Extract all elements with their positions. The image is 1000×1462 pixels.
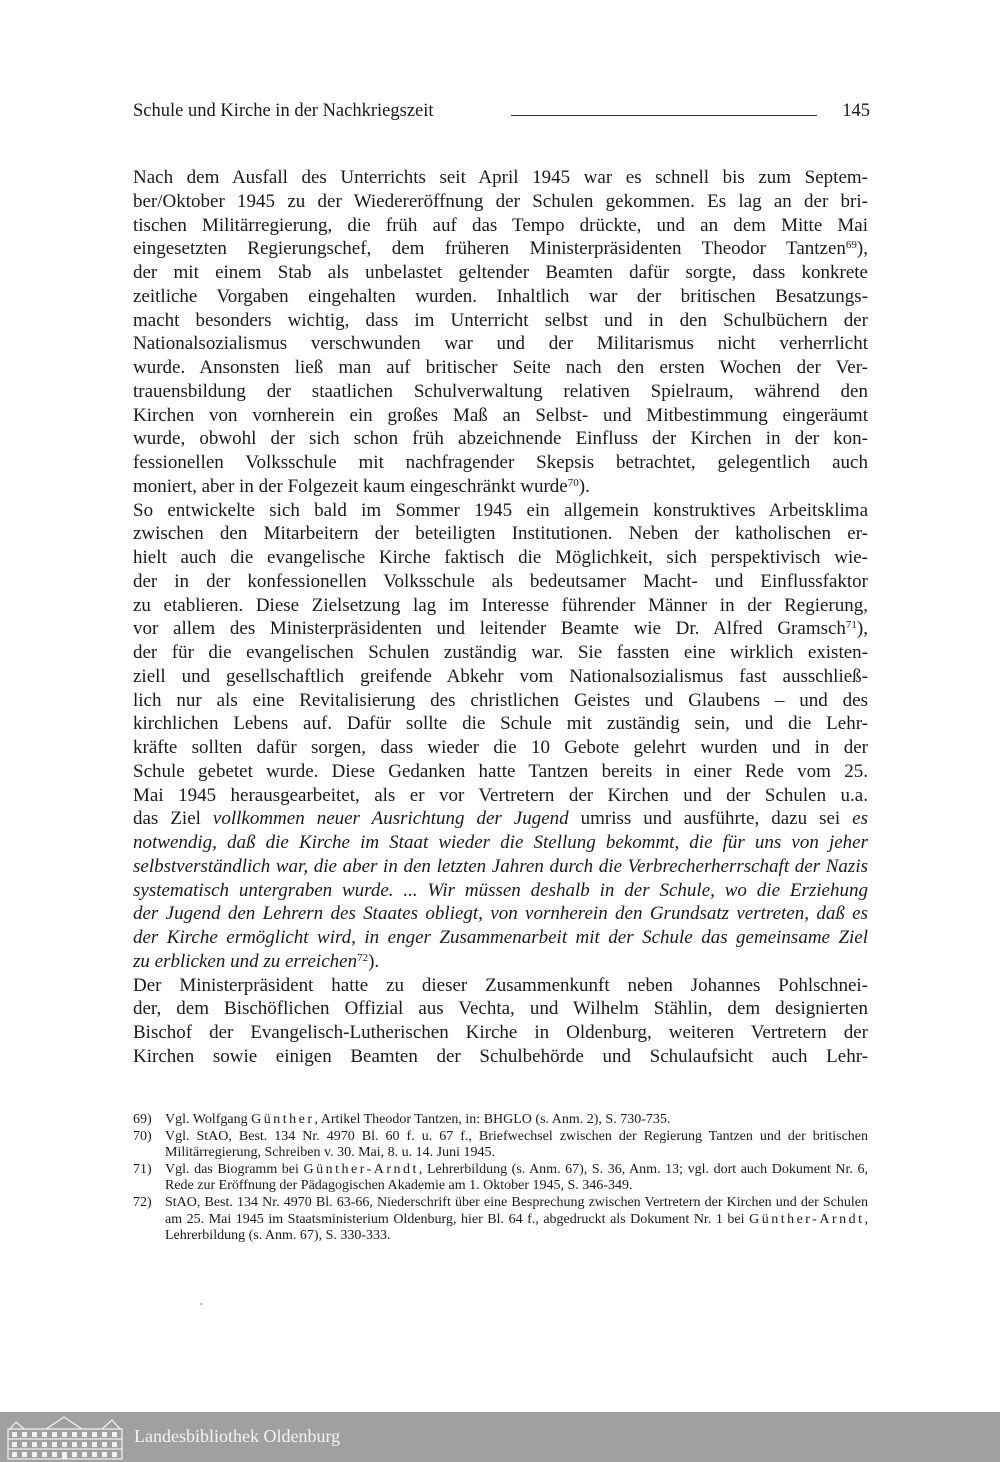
text-line bbox=[133, 309, 868, 333]
text-line bbox=[133, 214, 868, 238]
text-segment: ber/Oktober 1945 zu der Wiedereröffnung der Schulen gekommen. Es lag an der bri- bbox=[133, 190, 868, 212]
text-segment: ), bbox=[856, 238, 868, 260]
text-line bbox=[133, 594, 868, 618]
text-line bbox=[133, 190, 868, 214]
text-line bbox=[133, 855, 868, 879]
text-segment: Bischof der Evangelisch-Lutherischen Kirche in Oldenburg, weiteren Vertretern der bbox=[133, 1022, 868, 1043]
footnote-ref: 70 bbox=[567, 476, 579, 489]
text-line bbox=[133, 427, 868, 451]
text-line bbox=[133, 950, 868, 974]
text-segment: zu etablieren. Diese Zielsetzung lag im Interesse führender Männer in der Regierung, bbox=[133, 594, 868, 616]
text-line bbox=[133, 451, 868, 475]
footnote-number: 70) bbox=[133, 1128, 152, 1144]
text-segment: wurde, obwohl der sich schon früh abzeichnende Einfluss der Kirchen in der kon- bbox=[133, 428, 868, 450]
text-line bbox=[133, 237, 868, 261]
text-line bbox=[133, 380, 868, 404]
text-segment: Vgl. das Biogramm bei bbox=[165, 1161, 304, 1177]
text-segment: hielt auch die evangelische Kirche faktisch die Möglichkeit, sich perspektivisch wie- bbox=[133, 547, 868, 568]
text-line bbox=[133, 997, 868, 1021]
text-segment: Kirchen sowie einigen Beamten der Schulbehörde und Schulaufsicht auch Lehr- bbox=[133, 1045, 868, 1067]
text-line bbox=[133, 285, 868, 309]
text-segment: Kirchen von vornherein ein großes Maß an Selbst- und Mitbestimmung eingeräumt bbox=[133, 404, 868, 426]
text-segment: ). bbox=[578, 475, 590, 497]
text-segment: , Artikel Theodor Tantzen, in: BHGLO (s. Anm. 2), S. 730-735. bbox=[314, 1112, 671, 1127]
text-segment: macht besonders wichtig, dass im Unterricht selbst und in den Schulbüchern der bbox=[133, 309, 868, 331]
text-line bbox=[133, 570, 868, 594]
quote-text: zu erblicken und zu erreichen bbox=[133, 950, 358, 972]
text-segment: lich nur als eine Revitalisierung des christlichen Geistes und Glaubens – und des bbox=[133, 689, 868, 711]
text-segment: , Lehrerbildung (s. Anm. 67), S. 36, Anm. 13; vgl. dort auch Dokument Nr. 6, Rede zur Eröffnung der Pädagogischen Akademie am 1. Oktober 1945, S. 346-349. bbox=[165, 1161, 868, 1194]
quote-text: selbstverständlich war, die aber in den letzten Jahren durch die Verbrecherherrschaft der Nazis bbox=[133, 855, 868, 877]
text-segment: der in der konfessionellen Volksschule als bedeutsamer Macht- und Einflussfaktor bbox=[133, 570, 868, 592]
text-line bbox=[133, 404, 868, 428]
text-segment: ziell und gesellschaftlich greifende Abkehr vom Nationalsozialismus fast ausschließ- bbox=[133, 665, 868, 687]
text-line bbox=[133, 831, 868, 855]
text-segment: StAO, Best. 134 Nr. 4970 Bl. 63-66, Niederschrift über eine Besprechung zwischen Vertretern der Kirchen und der Schulen am 25. Mai 1945 im Staatsministerium Oldenburg, hier Bl. 64 f., abgedruckt als Dokument Nr. 1 bei bbox=[165, 1194, 868, 1227]
library-name: Landesbibliothek Oldenburg bbox=[134, 1426, 341, 1446]
footnote bbox=[133, 1162, 868, 1195]
text-segment: der mit einem Stab als unbelastet geltender Beamten dafür sorgte, dass konkrete bbox=[133, 262, 868, 283]
quote-text: notwendig, daß die Kirche im Staat wieder die Stellung bekommt, die für uns von jeher bbox=[133, 832, 868, 853]
text-segment: vor allem des Ministerpräsidenten und leitender Beamte wie Dr. Alfred Gramsch bbox=[133, 618, 846, 640]
text-line bbox=[133, 522, 868, 546]
page-number: 145 bbox=[842, 101, 870, 121]
text-line bbox=[133, 546, 868, 570]
text-segment: kirchlichen Lebens auf. Dafür sollte die Schule mit zuständig sein, und die Lehr- bbox=[133, 713, 868, 735]
text-segment: eingesetzten Regierungschef, dem früheren Ministerpräsidenten Theodor Tantzen bbox=[133, 238, 846, 260]
text-line bbox=[133, 974, 868, 998]
body-text bbox=[133, 166, 868, 1069]
footnote-number: 69) bbox=[133, 1112, 152, 1127]
text-line bbox=[133, 902, 868, 926]
author-name: Günther-Arndt bbox=[303, 1161, 419, 1177]
footnotes bbox=[133, 1112, 868, 1245]
text-line bbox=[133, 475, 868, 499]
text-segment: Nach dem Ausfall des Unterrichts seit April 1945 war es schnell bis zum Septem- bbox=[133, 167, 868, 188]
footnote-text bbox=[165, 1162, 868, 1195]
text-segment: Mai 1945 herausgearbeitet, als er vor Vertretern der Kirchen und der Schulen u.a. bbox=[133, 784, 868, 806]
footnote-ref: 71 bbox=[845, 619, 857, 632]
text-segment: Der Ministerpräsident hatte zu dieser Zusammenkunft neben Johannes Pohlschnei- bbox=[133, 974, 868, 996]
text-segment: zeitliche Vorgaben eingehalten wurden. Inhaltlich war der britischen Besatzungs- bbox=[133, 285, 868, 307]
text-line bbox=[133, 1021, 868, 1045]
text-line bbox=[133, 261, 868, 285]
text-segment: , Lehrerbildung (s. Anm. 67), S. 330-333. bbox=[165, 1211, 868, 1244]
footnote-text bbox=[165, 1195, 868, 1245]
text-segment: fessionellen Volksschule mit nachfragender Skepsis betrachtet, gelegentlich auch bbox=[133, 452, 868, 473]
text-line bbox=[133, 807, 868, 831]
text-segment: Vgl. Wolfgang bbox=[165, 1112, 252, 1127]
text-segment: kräfte sollten dafür sorgen, dass wieder die 10 Gebote gelehrt wurden und in der bbox=[133, 737, 868, 758]
quote-text: der Jugend den Lehrern des Staates obliegt, von vornherein den Grundsatz vertreten, daß es bbox=[133, 903, 868, 925]
text-segment: ), bbox=[856, 618, 868, 640]
running-title: Schule und Kirche in der Nachkriegszeit bbox=[133, 101, 434, 121]
footnote bbox=[133, 1112, 868, 1129]
text-segment: zwischen den Mitarbeitern der beteiligten Institutionen. Neben der katholischen er- bbox=[133, 523, 868, 545]
text-line bbox=[133, 617, 868, 641]
text-segment: der für die evangelischen Schulen zuständig war. Sie fassten eine wirklich existen- bbox=[133, 642, 868, 663]
text-line bbox=[133, 760, 868, 784]
author-name: Günther bbox=[251, 1112, 315, 1127]
text-segment: das Ziel bbox=[133, 808, 213, 830]
text-line bbox=[133, 736, 868, 760]
footnote-text bbox=[165, 1112, 868, 1129]
quote-text: vollkommen neuer Ausrichtung der Jugend bbox=[212, 808, 569, 830]
text-line bbox=[133, 1045, 868, 1069]
library-banner bbox=[0, 1412, 1000, 1462]
quote-text: es bbox=[852, 808, 868, 830]
footnote-text bbox=[165, 1129, 868, 1162]
text-segment: Nationalsozialismus verschwunden war und der Militarismus nicht verherrlicht bbox=[133, 333, 868, 355]
quote-text: systematisch untergraben wurde. ... Wir müssen deshalb in der Schule, wo die Erziehung bbox=[133, 879, 868, 901]
text-segment: So entwickelte sich bald im Sommer 1945 ein allgemein konstruktives Arbeitsklima bbox=[133, 499, 868, 521]
header-rule bbox=[511, 115, 817, 116]
library-building-icon bbox=[6, 1415, 124, 1460]
footnote-ref: 72 bbox=[357, 951, 369, 964]
text-line bbox=[133, 641, 868, 665]
text-line bbox=[133, 332, 868, 356]
text-line bbox=[133, 665, 868, 689]
footnote-number: 72) bbox=[133, 1194, 152, 1210]
text-line bbox=[133, 784, 868, 808]
text-segment: Schule gebetet wurde. Diese Gedanken hatte Tantzen bereits in einer Rede vom 25. bbox=[133, 760, 868, 782]
footnote bbox=[133, 1129, 868, 1162]
text-segment: wurde. Ansonsten ließ man auf britischer Seite nach den ersten Wochen der Ver- bbox=[133, 357, 868, 378]
text-segment: Vgl. StAO, Best. 134 Nr. 4970 Bl. 60 f. u. 67 f., Briefwechsel zwischen der Regierung Tantzen und der britischen Militärregierung, Schreiben v. 30. Mai, 8. u. 14. Juni 1945. bbox=[165, 1128, 868, 1161]
text-segment: tischen Militärregierung, die früh auf das Tempo drückte, und an dem Mitte Mai bbox=[133, 214, 868, 236]
text-segment: trauensbildung der staatlichen Schulverwaltung relativen Spielraum, während den bbox=[133, 380, 868, 402]
text-line bbox=[133, 879, 868, 903]
text-line bbox=[133, 926, 868, 950]
text-segment: ). bbox=[368, 950, 380, 972]
text-line bbox=[133, 689, 868, 713]
author-name: Günther-Arndt bbox=[749, 1211, 865, 1227]
footnote-ref: 69 bbox=[845, 239, 857, 252]
text-line bbox=[133, 166, 868, 190]
quote-text: der Kirche ermöglicht wird, in enger Zusammenarbeit mit der Schule das gemeinsame Ziel bbox=[133, 927, 868, 948]
footnote-number: 71) bbox=[133, 1161, 152, 1177]
footnote bbox=[133, 1195, 868, 1245]
text-segment: moniert, aber in der Folgezeit kaum eingeschränkt wurde bbox=[133, 475, 568, 497]
text-line bbox=[133, 499, 868, 523]
text-line bbox=[133, 356, 868, 380]
text-segment: umriss und ausführte, dazu sei bbox=[568, 808, 853, 830]
text-line bbox=[133, 712, 868, 736]
running-header bbox=[133, 101, 870, 127]
scan-speck bbox=[200, 1303, 202, 1305]
text-segment: der, dem Bischöflichen Offizial aus Vechta, und Wilhelm Stählin, dem designierten bbox=[133, 998, 868, 1020]
